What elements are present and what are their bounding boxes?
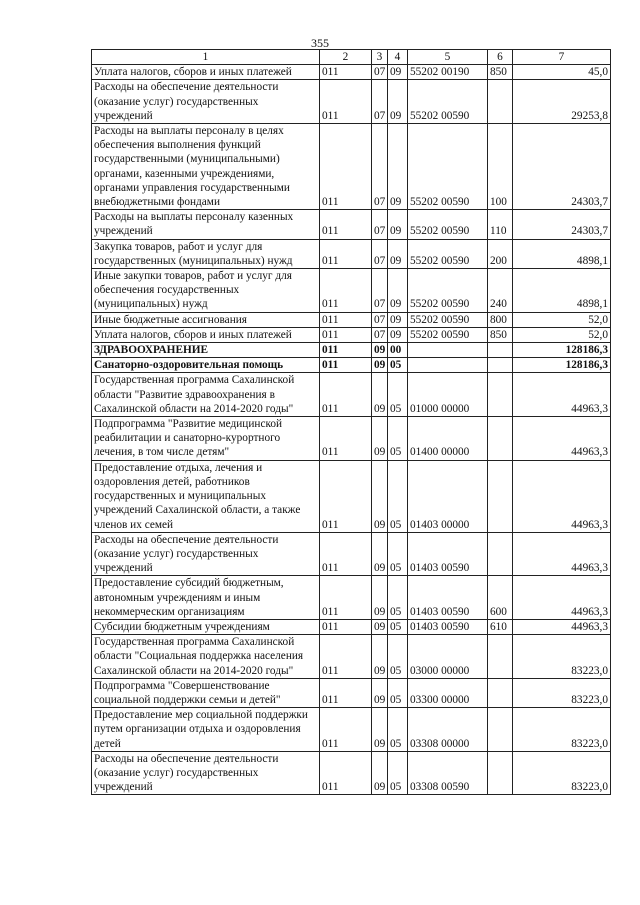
subsection-code: 09	[388, 239, 408, 268]
table-row	[92, 312, 611, 327]
amount: 45,0	[513, 65, 611, 80]
section-code: 011	[320, 373, 372, 417]
subsection-code: 05	[388, 751, 408, 795]
section-code: 011	[320, 312, 372, 327]
table-row	[92, 80, 611, 124]
amount: 83223,0	[513, 751, 611, 795]
subsection-code: 05	[388, 576, 408, 620]
header-row	[92, 50, 611, 65]
budget-table	[91, 49, 611, 795]
subsection-code: 05	[388, 532, 408, 576]
chapter-code: 09	[372, 532, 388, 576]
expense-type-code: 110	[488, 210, 513, 239]
subsection-code: 05	[388, 635, 408, 679]
amount: 128186,3	[513, 358, 611, 373]
header-col-5: 5	[408, 50, 488, 65]
row-name: Санаторно-оздоровительная помощь	[92, 358, 320, 373]
section-code: 011	[320, 678, 372, 707]
section-code: 011	[320, 417, 372, 461]
chapter-code: 09	[372, 619, 388, 634]
amount: 44963,3	[513, 532, 611, 576]
section-code: 011	[320, 358, 372, 373]
row-name: Государственная программа Сахалинской области "Социальная поддержка населения Сахалинской области на 2014-2020 годы"	[92, 635, 320, 679]
amount: 24303,7	[513, 210, 611, 239]
target-code: 03300 00000	[408, 678, 488, 707]
expense-type-code	[488, 373, 513, 417]
chapter-code: 07	[372, 124, 388, 210]
chapter-code: 09	[372, 576, 388, 620]
target-code: 01403 00590	[408, 532, 488, 576]
header-col-4: 4	[388, 50, 408, 65]
chapter-code: 09	[372, 678, 388, 707]
amount: 44963,3	[513, 417, 611, 461]
table-row	[92, 269, 611, 313]
section-code: 011	[320, 619, 372, 634]
subsection-code: 05	[388, 460, 408, 532]
chapter-code: 09	[372, 635, 388, 679]
expense-type-code	[488, 678, 513, 707]
target-code: 01403 00000	[408, 460, 488, 532]
chapter-code: 07	[372, 65, 388, 80]
amount: 52,0	[513, 327, 611, 342]
amount: 24303,7	[513, 124, 611, 210]
target-code: 55202 00590	[408, 210, 488, 239]
amount: 4898,1	[513, 239, 611, 268]
row-name: Расходы на обеспечение деятельности (оказание услуг) государственных учреждений	[92, 751, 320, 795]
section-code: 011	[320, 65, 372, 80]
row-name: Субсидии бюджетным учреждениям	[92, 619, 320, 634]
chapter-code: 07	[372, 80, 388, 124]
row-name: Расходы на обеспечение деятельности (оказание услуг) государственных учреждений	[92, 532, 320, 576]
target-code: 01400 00000	[408, 417, 488, 461]
table-row	[92, 751, 611, 795]
subsection-code: 09	[388, 327, 408, 342]
expense-type-code	[488, 417, 513, 461]
amount: 83223,0	[513, 708, 611, 752]
target-code: 55202 00590	[408, 269, 488, 313]
expense-type-code	[488, 635, 513, 679]
row-name: Предоставление отдыха, лечения и оздоровления детей, работников государственных и муниципальных учреждений Сахалинской области, а также членов их семей	[92, 460, 320, 532]
subsection-code: 00	[388, 343, 408, 358]
row-name: Предоставление мер социальной поддержки путем организации отдыха и оздоровления детей	[92, 708, 320, 752]
table-row	[92, 373, 611, 417]
chapter-code: 09	[372, 460, 388, 532]
row-name: Иные бюджетные ассигнования	[92, 312, 320, 327]
table-row	[92, 678, 611, 707]
target-code: 03308 00000	[408, 708, 488, 752]
chapter-code: 07	[372, 312, 388, 327]
chapter-code: 07	[372, 327, 388, 342]
expense-type-code	[488, 532, 513, 576]
section-code: 011	[320, 751, 372, 795]
header-col-3: 3	[372, 50, 388, 65]
table-row	[92, 635, 611, 679]
table-row	[92, 210, 611, 239]
target-code: 55202 00590	[408, 124, 488, 210]
target-code: 55202 00590	[408, 312, 488, 327]
target-code: 01403 00590	[408, 619, 488, 634]
section-code: 011	[320, 327, 372, 342]
expense-type-code: 850	[488, 65, 513, 80]
section-code: 011	[320, 80, 372, 124]
subsection-code: 09	[388, 80, 408, 124]
amount: 83223,0	[513, 678, 611, 707]
expense-type-code	[488, 343, 513, 358]
amount: 44963,3	[513, 576, 611, 620]
section-code: 011	[320, 124, 372, 210]
chapter-code: 09	[372, 358, 388, 373]
target-code: 03308 00590	[408, 751, 488, 795]
header-col-1: 1	[92, 50, 320, 65]
expense-type-code	[488, 358, 513, 373]
amount: 44963,3	[513, 460, 611, 532]
table-row	[92, 532, 611, 576]
table-row	[92, 460, 611, 532]
table-row	[92, 239, 611, 268]
row-name: Расходы на выплаты персоналу в целях обеспечения выполнения функций государственными (муниципальными) органами, казенными учреждениями, органами управления государственными внебюджетными фондами	[92, 124, 320, 210]
target-code: 55202 00590	[408, 80, 488, 124]
table-row	[92, 343, 611, 358]
expense-type-code: 610	[488, 619, 513, 634]
row-name: Закупка товаров, работ и услуг для государственных (муниципальных) нужд	[92, 239, 320, 268]
row-name: Предоставление субсидий бюджетным, автономным учреждениям и иным некоммерческим организациям	[92, 576, 320, 620]
amount: 128186,3	[513, 343, 611, 358]
subsection-code: 05	[388, 373, 408, 417]
table-row	[92, 576, 611, 620]
subsection-code: 05	[388, 678, 408, 707]
row-name: Подпрограмма "Развитие медицинской реабилитации и санаторно-курортного лечения, в том числе детям"	[92, 417, 320, 461]
table-row	[92, 417, 611, 461]
row-name: Уплата налогов, сборов и иных платежей	[92, 327, 320, 342]
chapter-code: 09	[372, 708, 388, 752]
table-row	[92, 708, 611, 752]
expense-type-code	[488, 708, 513, 752]
expense-type-code	[488, 460, 513, 532]
target-code: 55202 00190	[408, 65, 488, 80]
amount: 83223,0	[513, 635, 611, 679]
chapter-code: 07	[372, 210, 388, 239]
row-name: Подпрограмма "Совершенствование социальной поддержки семьи и детей"	[92, 678, 320, 707]
chapter-code: 07	[372, 239, 388, 268]
section-code: 011	[320, 635, 372, 679]
subsection-code: 09	[388, 65, 408, 80]
subsection-code: 09	[388, 312, 408, 327]
expense-type-code: 200	[488, 239, 513, 268]
amount: 29253,8	[513, 80, 611, 124]
subsection-code: 09	[388, 124, 408, 210]
target-code: 03000 00000	[408, 635, 488, 679]
target-code: 01403 00590	[408, 576, 488, 620]
expense-type-code: 800	[488, 312, 513, 327]
subsection-code: 09	[388, 210, 408, 239]
amount: 44963,3	[513, 373, 611, 417]
chapter-code: 09	[372, 751, 388, 795]
section-code: 011	[320, 708, 372, 752]
header-col-7: 7	[513, 50, 611, 65]
subsection-code: 05	[388, 358, 408, 373]
page-number: 355	[311, 36, 329, 50]
row-name: Расходы на обеспечение деятельности (оказание услуг) государственных учреждений	[92, 80, 320, 124]
expense-type-code	[488, 751, 513, 795]
table-row	[92, 124, 611, 210]
expense-type-code: 240	[488, 269, 513, 313]
chapter-code: 09	[372, 373, 388, 417]
target-code: 01000 00000	[408, 373, 488, 417]
chapter-code: 07	[372, 269, 388, 313]
table-row	[92, 358, 611, 373]
section-code: 011	[320, 532, 372, 576]
table-row	[92, 65, 611, 80]
subsection-code: 09	[388, 269, 408, 313]
header-col-6: 6	[488, 50, 513, 65]
target-code	[408, 358, 488, 373]
table-row	[92, 327, 611, 342]
expense-type-code: 600	[488, 576, 513, 620]
target-code	[408, 343, 488, 358]
subsection-code: 05	[388, 417, 408, 461]
expense-type-code: 850	[488, 327, 513, 342]
row-name: Расходы на выплаты персоналу казенных учреждений	[92, 210, 320, 239]
target-code: 55202 00590	[408, 327, 488, 342]
header-col-2: 2	[320, 50, 372, 65]
table-row	[92, 619, 611, 634]
amount: 4898,1	[513, 269, 611, 313]
subsection-code: 05	[388, 708, 408, 752]
chapter-code: 09	[372, 343, 388, 358]
expense-type-code: 100	[488, 124, 513, 210]
row-name: ЗДРАВООХРАНЕНИЕ	[92, 343, 320, 358]
section-code: 011	[320, 269, 372, 313]
section-code: 011	[320, 460, 372, 532]
section-code: 011	[320, 239, 372, 268]
amount: 44963,3	[513, 619, 611, 634]
target-code: 55202 00590	[408, 239, 488, 268]
expense-type-code	[488, 80, 513, 124]
subsection-code: 05	[388, 619, 408, 634]
section-code: 011	[320, 210, 372, 239]
row-name: Государственная программа Сахалинской области "Развитие здравоохранения в Сахалинской области на 2014-2020 годы"	[92, 373, 320, 417]
section-code: 011	[320, 343, 372, 358]
row-name: Иные закупки товаров, работ и услуг для обеспечения государственных (муниципальных) нужд	[92, 269, 320, 313]
chapter-code: 09	[372, 417, 388, 461]
section-code: 011	[320, 576, 372, 620]
row-name: Уплата налогов, сборов и иных платежей	[92, 65, 320, 80]
amount: 52,0	[513, 312, 611, 327]
